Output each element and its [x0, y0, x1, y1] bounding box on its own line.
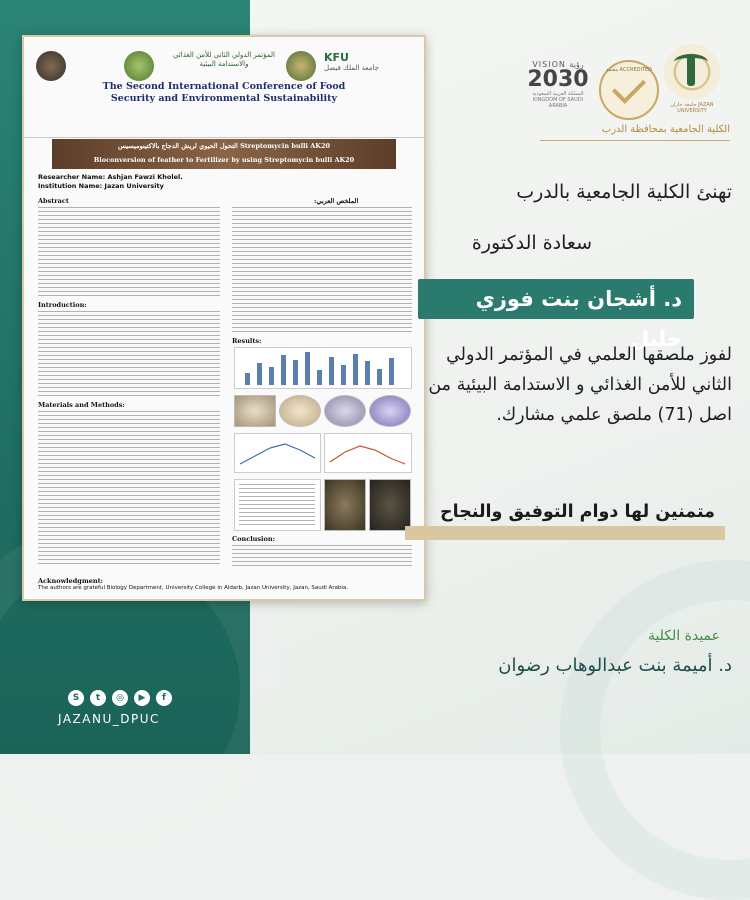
poster-abstract-text — [38, 207, 220, 297]
vision-2030-logo — [527, 60, 589, 109]
poster-abstract-heading: Abstract — [38, 197, 69, 205]
honorific-title: سعادة الدكتورة — [471, 232, 592, 254]
poster-photo — [324, 479, 366, 531]
poster-line-chart-svg — [235, 434, 320, 472]
poster-chart-line — [330, 446, 405, 464]
poster-title-band — [52, 139, 396, 169]
honoree-name: د. أشجان بنت فوزي خليل — [475, 287, 682, 351]
vision-year: 2030 — [527, 67, 589, 92]
poster-chart-bar — [281, 355, 286, 385]
poster-chart-bar — [305, 352, 310, 385]
poster-table-rows — [239, 484, 315, 526]
poster-chart-bar — [365, 361, 370, 385]
poster-chart-bar — [269, 367, 274, 385]
jazan-university-logo-icon — [662, 44, 722, 114]
poster-ack-text: The authors are grateful Biology Department, University College in Aldarb, Jazan University, Jazan, Saudi Arabia. — [38, 585, 349, 591]
poster-title-arabic: التحول الحيوي لريش الدجاج بالاكتينوميسيس Streptomycin bulli AK20 — [118, 142, 330, 150]
checkmark-icon — [612, 70, 646, 104]
poster-logo-icon — [36, 51, 66, 81]
poster-photo — [234, 395, 276, 427]
dean-label: عميدة الكلية — [647, 628, 720, 644]
wish-text: متمنين لها دوام التوفيق والنجاح — [440, 502, 715, 522]
poster-author — [38, 173, 183, 191]
poster-acknowledgment — [38, 577, 410, 591]
poster-title-english: Bioconversion of feather to Fertilizer by using Streptomycin bulli AK20 — [93, 156, 355, 164]
poster-chart-bar — [245, 373, 250, 385]
poster-chart-bar — [317, 370, 322, 385]
college-divider — [540, 140, 730, 141]
social-icons — [68, 690, 172, 706]
kfu-label: KFU — [324, 51, 349, 64]
poster-conclusion-heading: Conclusion: — [232, 535, 275, 543]
poster-chart-bar — [293, 360, 298, 385]
youtube-icon[interactable]: ▶ — [134, 690, 150, 706]
seal-text: معتمد ACCREDITED — [605, 67, 653, 73]
honoree-name-banner — [418, 279, 694, 351]
congrats-body: لفوز ملصقها العلمي في المؤتمر الدولي الثاني للأمن الغذائي و الاستدامة البيئية من اصل (71) ملصق علمي مشارك. — [428, 345, 732, 425]
poster-chart-line — [240, 444, 315, 464]
poster-chart-bar — [341, 365, 346, 385]
poster-line-chart — [324, 433, 412, 473]
dean-name: د. أميمة بنت عبدالوهاب رضوان — [498, 655, 732, 676]
twitter-icon[interactable]: t — [90, 690, 106, 706]
scientific-poster — [22, 35, 426, 601]
poster-researcher: Researcher Name: Ashjan Fawzi Kholel. — [38, 173, 183, 181]
poster-conclusion-text — [232, 545, 412, 567]
social-handle[interactable]: JAZANU_DPUC — [58, 712, 160, 726]
poster-microscope-photo — [369, 395, 411, 427]
poster-materials-text — [38, 411, 220, 566]
poster-chart-bar — [329, 357, 334, 385]
college-name: الكلية الجامعية بمحافظة الدرب — [601, 124, 730, 135]
poster-petri-dish — [279, 395, 321, 427]
kfu-logo-icon — [286, 51, 316, 81]
poster-bar-chart — [234, 347, 412, 389]
poster-line-chart-svg — [325, 434, 411, 472]
poster-chart-bar — [257, 363, 262, 385]
poster-conference-english: The Second International Conference of Food Security and Environmental Sustainability — [102, 81, 346, 104]
instagram-icon[interactable]: ◎ — [112, 690, 128, 706]
accreditation-seal-icon — [599, 60, 659, 120]
poster-conference-arabic: المؤتمر الدولي الثاني للأمن الغذائي والاستدامة البيئية — [173, 51, 275, 68]
poster-chart-bar — [389, 358, 394, 385]
congrats-heading: تهنئ الكلية الجامعية بالدرب — [516, 181, 732, 203]
vision-subtitle: المملكة العربية السعودية KINGDOM OF SAUDI ARABIA — [532, 91, 584, 109]
poster-kfu — [324, 51, 379, 72]
poster-header — [24, 37, 424, 138]
poster-materials-heading: Materials and Methods: — [38, 401, 125, 409]
poster-institution: Institution Name: Jazan University — [38, 181, 164, 190]
palm-tree-icon — [687, 56, 695, 86]
poster-chart-bar — [377, 369, 382, 385]
poster-introduction-heading: Introduction: — [38, 301, 87, 309]
poster-logo-icon — [124, 51, 154, 81]
poster-ack-heading: Acknowledgment: — [38, 577, 103, 585]
university-logo-text: جامعة جازان JAZAN UNIVERSITY — [670, 102, 714, 114]
facebook-icon[interactable]: f — [156, 690, 172, 706]
poster-results-heading: Results: — [232, 337, 262, 345]
wish-banner — [405, 502, 725, 540]
poster-introduction-text — [38, 311, 220, 396]
poster-petri-dish — [324, 395, 366, 427]
kfu-arabic: جامعة الملك فيصل — [324, 64, 379, 72]
wish-highlight-bar — [405, 526, 725, 540]
poster-arabic-summary-heading: الملخص العربي: — [314, 197, 359, 205]
snapchat-icon[interactable]: S — [68, 690, 84, 706]
poster-chart-bar — [353, 354, 358, 385]
poster-table — [234, 479, 321, 531]
poster-arabic-summary-text — [232, 207, 412, 332]
poster-line-chart — [234, 433, 321, 473]
vision-label: VISION رؤية — [532, 60, 584, 69]
